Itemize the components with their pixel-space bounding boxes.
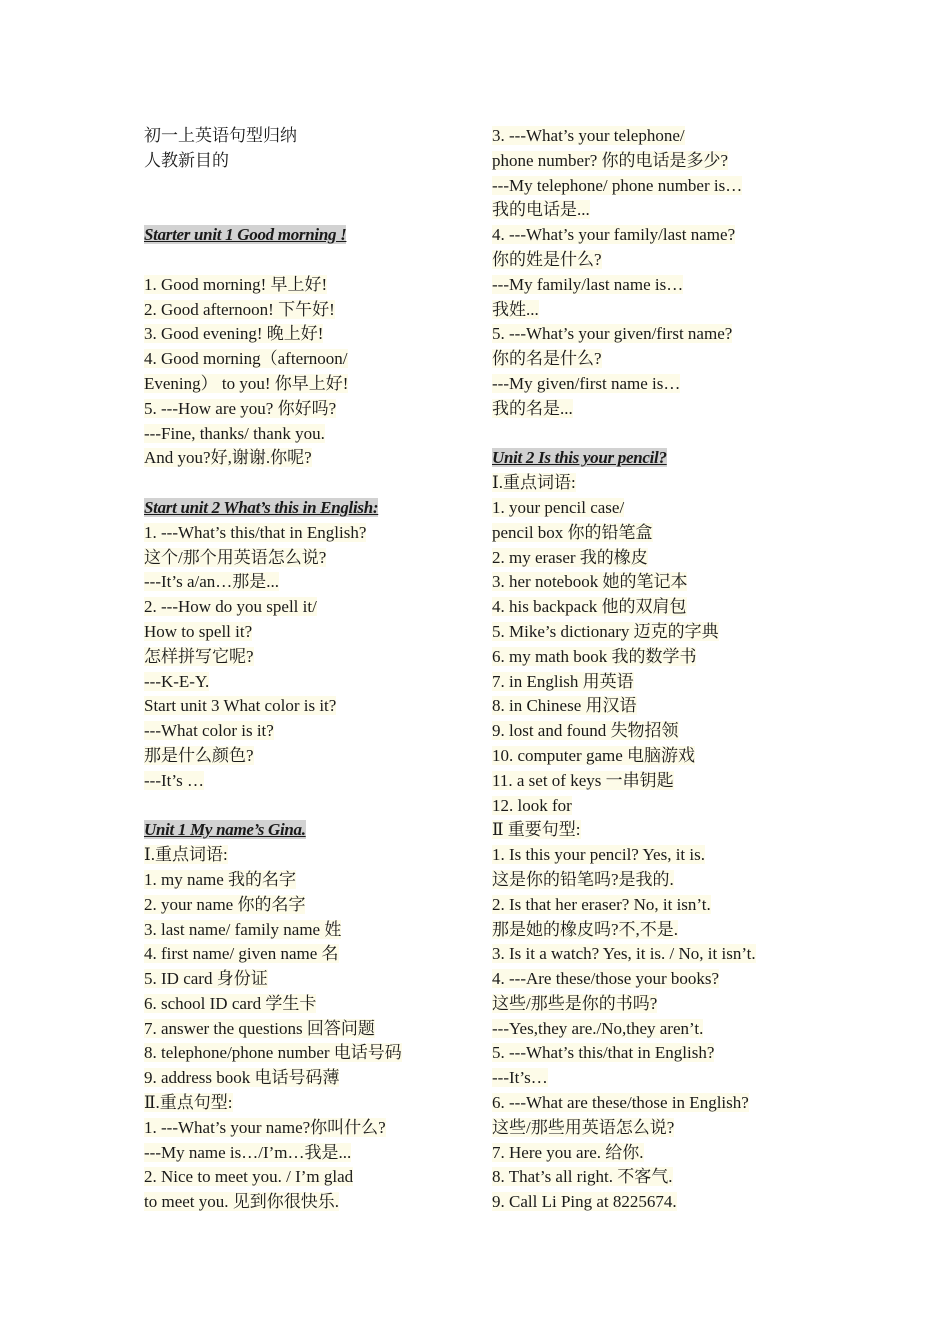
text-line bbox=[492, 521, 822, 546]
line-text: 6. my math book 我的数学书 bbox=[492, 646, 697, 666]
text-line bbox=[144, 868, 474, 893]
line-text: 5. ---What’s your given/first name? bbox=[492, 324, 733, 344]
line-text: 这个/那个用英语怎么说? bbox=[144, 547, 327, 567]
line-text: 3. last name/ family name 姓 bbox=[144, 919, 342, 939]
line-text: 4. ---Are these/those your books? bbox=[492, 969, 720, 989]
line-text: 你的姓是什么? bbox=[492, 249, 602, 269]
text-line bbox=[144, 645, 474, 670]
text-line bbox=[144, 1066, 474, 1091]
text-line bbox=[492, 298, 822, 323]
line-text: 3. Is it a watch? Yes, it is. / No, it isn’t. bbox=[492, 944, 756, 964]
text-line bbox=[492, 620, 822, 645]
line-text: ---My telephone/ phone number is… bbox=[492, 175, 743, 195]
text-line bbox=[144, 1141, 474, 1166]
line-text: 5. ID card 身份证 bbox=[144, 969, 268, 989]
text-line bbox=[492, 149, 822, 174]
line-text: 6. school ID card 学生卡 bbox=[144, 993, 317, 1013]
line-text: 4. first name/ given name 名 bbox=[144, 944, 339, 964]
line-text: 2. Nice to meet you. / I’m glad bbox=[144, 1167, 354, 1187]
text-line bbox=[144, 446, 474, 471]
line-text: 怎样拼写它呢? bbox=[144, 646, 254, 666]
text-line bbox=[144, 694, 474, 719]
line-text: 3. ---What’s your telephone/ bbox=[492, 126, 685, 145]
line-text: 5. ---How are you? 你好吗? bbox=[144, 398, 337, 418]
line-text: Start unit 2 What’s this in English: bbox=[144, 497, 379, 517]
blank-line bbox=[144, 198, 474, 223]
text-line bbox=[144, 1041, 474, 1066]
text-line bbox=[144, 1165, 474, 1190]
text-line bbox=[144, 893, 474, 918]
text-line bbox=[144, 744, 474, 769]
text-line bbox=[492, 918, 822, 943]
line-text: 1. my name 我的名字 bbox=[144, 869, 297, 889]
text-line bbox=[492, 174, 822, 199]
line-text: 3. Good evening! 晚上好! bbox=[144, 324, 324, 344]
text-line bbox=[144, 719, 474, 744]
line-text: ---It’s … bbox=[144, 770, 204, 790]
right-column bbox=[492, 124, 822, 1215]
text-line bbox=[492, 1041, 822, 1066]
line-text: pencil box 你的铅笔盒 bbox=[492, 522, 653, 542]
text-line bbox=[144, 347, 474, 372]
line-text: 1. ---What’s your name?你叫什么? bbox=[144, 1117, 386, 1137]
section-heading bbox=[492, 446, 822, 471]
line-text: 我姓... bbox=[492, 299, 539, 319]
line-text: Ⅰ.重点词语: bbox=[144, 845, 228, 865]
blank-line bbox=[144, 174, 474, 199]
text-line bbox=[144, 942, 474, 967]
line-text: 12. look for bbox=[492, 795, 572, 815]
text-line bbox=[492, 546, 822, 571]
text-line bbox=[492, 471, 822, 496]
text-line bbox=[492, 124, 822, 149]
line-text: 1. Good morning! 早上好! bbox=[144, 274, 328, 294]
text-line bbox=[144, 843, 474, 868]
line-text: 初一上英语句型归纳 bbox=[144, 126, 297, 145]
text-line bbox=[492, 744, 822, 769]
text-line bbox=[492, 868, 822, 893]
line-text: 2. Is that her eraser? No, it isn’t. bbox=[492, 894, 711, 914]
text-line bbox=[144, 546, 474, 571]
line-text: 3. her notebook 她的笔记本 bbox=[492, 572, 688, 592]
line-text: And you?好,谢谢.你呢? bbox=[144, 448, 312, 468]
line-text: 人教新目的 bbox=[144, 150, 229, 170]
text-line bbox=[144, 422, 474, 447]
line-text: ---My name is…/I’m…我是... bbox=[144, 1142, 352, 1162]
line-text: 4. Good morning（afternoon/ bbox=[144, 349, 348, 369]
line-text: 这是你的铅笔吗?是我的. bbox=[492, 869, 674, 889]
left-column bbox=[144, 124, 474, 1215]
text-line bbox=[492, 570, 822, 595]
text-line bbox=[492, 198, 822, 223]
line-text: Unit 1 My name’s Gina. bbox=[144, 820, 306, 840]
text-line bbox=[492, 1116, 822, 1141]
text-line bbox=[144, 769, 474, 794]
text-line bbox=[492, 1165, 822, 1190]
text-line bbox=[492, 1091, 822, 1116]
section-heading bbox=[144, 223, 474, 248]
text-line bbox=[144, 372, 474, 397]
line-text: 4. ---What’s your family/last name? bbox=[492, 225, 736, 245]
text-line bbox=[144, 595, 474, 620]
blank-line bbox=[144, 794, 474, 819]
text-line bbox=[492, 843, 822, 868]
line-text: 4. his backpack 他的双肩包 bbox=[492, 597, 687, 617]
text-line bbox=[492, 1141, 822, 1166]
line-text: 1. ---What’s this/that in English? bbox=[144, 522, 367, 542]
text-line bbox=[144, 620, 474, 645]
text-line bbox=[144, 322, 474, 347]
text-line bbox=[144, 397, 474, 422]
text-line bbox=[492, 670, 822, 695]
text-line bbox=[144, 570, 474, 595]
text-line bbox=[144, 1017, 474, 1042]
text-line bbox=[144, 1091, 474, 1116]
line-text: 8. in Chinese 用汉语 bbox=[492, 696, 637, 716]
line-text: 2. Good afternoon! 下午好! bbox=[144, 299, 335, 319]
line-text: 9. Call Li Ping at 8225674. bbox=[492, 1192, 677, 1212]
line-text: ---It’s… bbox=[492, 1068, 548, 1088]
line-text: 那是什么颜色? bbox=[144, 745, 254, 765]
line-text: 10. computer game 电脑游戏 bbox=[492, 745, 696, 765]
line-text: How to spell it? bbox=[144, 621, 253, 641]
text-line bbox=[144, 521, 474, 546]
blank-line bbox=[144, 471, 474, 496]
text-line bbox=[492, 347, 822, 372]
line-text: 我的名是... bbox=[492, 398, 573, 418]
line-text: to meet you. 见到你很快乐. bbox=[144, 1192, 340, 1212]
line-text: ---Fine, thanks/ thank you. bbox=[144, 423, 325, 443]
line-text: ---K-E-Y. bbox=[144, 671, 210, 691]
line-text: 这些/那些是你的书吗? bbox=[492, 993, 658, 1013]
blank-line bbox=[144, 248, 474, 273]
text-line bbox=[492, 1017, 822, 1042]
section-heading bbox=[144, 818, 474, 843]
line-text: Unit 2 Is this your pencil? bbox=[492, 448, 667, 468]
line-text: 2. ---How do you spell it/ bbox=[144, 597, 317, 617]
line-text: 8. telephone/phone number 电话号码 bbox=[144, 1043, 402, 1063]
text-line bbox=[492, 942, 822, 967]
line-text: ---What color is it? bbox=[144, 721, 274, 741]
line-text: Evening） to you! 你早上好! bbox=[144, 373, 349, 393]
line-text: 8. That’s all right. 不客气. bbox=[492, 1167, 673, 1187]
text-line bbox=[144, 298, 474, 323]
line-text: 7. answer the questions 回答问题 bbox=[144, 1018, 375, 1038]
text-line bbox=[492, 248, 822, 273]
text-line bbox=[492, 1066, 822, 1091]
text-line bbox=[144, 992, 474, 1017]
text-line bbox=[144, 670, 474, 695]
text-line bbox=[144, 149, 474, 174]
line-text: 1. Is this your pencil? Yes, it is. bbox=[492, 845, 705, 865]
line-text: 9. address book 电话号码薄 bbox=[144, 1068, 340, 1088]
line-text: 9. lost and found 失物招领 bbox=[492, 721, 679, 741]
line-text: Start unit 3 What color is it? bbox=[144, 696, 337, 716]
text-line bbox=[492, 719, 822, 744]
line-text: 我的电话是... bbox=[492, 200, 590, 220]
line-text: 5. Mike’s dictionary 迈克的字典 bbox=[492, 621, 719, 641]
line-text: 5. ---What’s this/that in English? bbox=[492, 1043, 715, 1063]
text-line bbox=[492, 595, 822, 620]
text-line bbox=[492, 372, 822, 397]
line-text: ---My given/first name is… bbox=[492, 373, 681, 393]
text-line bbox=[144, 273, 474, 298]
text-line bbox=[492, 818, 822, 843]
text-line bbox=[492, 645, 822, 670]
text-line bbox=[492, 496, 822, 521]
section-heading bbox=[144, 496, 474, 521]
line-text: 1. your pencil case/ bbox=[492, 497, 625, 517]
text-line bbox=[144, 124, 474, 149]
text-line bbox=[492, 223, 822, 248]
line-text: 这些/那些用英语怎么说? bbox=[492, 1117, 675, 1137]
line-text: Starter unit 1 Good morning ! bbox=[144, 225, 347, 245]
text-line bbox=[492, 1190, 822, 1215]
line-text: 7. in English 用英语 bbox=[492, 671, 634, 691]
text-line bbox=[144, 1190, 474, 1215]
line-text: ---It’s a/an…那是... bbox=[144, 572, 280, 592]
text-line bbox=[144, 1116, 474, 1141]
text-line bbox=[492, 397, 822, 422]
line-text: 2. my eraser 我的橡皮 bbox=[492, 547, 648, 567]
line-text: phone number? 你的电话是多少? bbox=[492, 150, 729, 170]
text-line bbox=[492, 893, 822, 918]
line-text: 那是她的橡皮吗?不,不是. bbox=[492, 919, 679, 939]
line-text: 你的名是什么? bbox=[492, 349, 602, 369]
text-line bbox=[492, 769, 822, 794]
blank-line bbox=[492, 422, 822, 447]
line-text: 7. Here you are. 给你. bbox=[492, 1142, 644, 1162]
line-text: 2. your name 你的名字 bbox=[144, 894, 306, 914]
line-text: ---Yes,they are./No,they aren’t. bbox=[492, 1018, 704, 1038]
text-line bbox=[492, 967, 822, 992]
text-line bbox=[492, 794, 822, 819]
text-line bbox=[144, 967, 474, 992]
text-line bbox=[492, 322, 822, 347]
text-line bbox=[492, 992, 822, 1017]
line-text: 6. ---What are these/those in English? bbox=[492, 1093, 749, 1113]
line-text: Ⅱ.重点句型: bbox=[144, 1093, 233, 1113]
text-line bbox=[492, 694, 822, 719]
line-text: ---My family/last name is… bbox=[492, 274, 684, 294]
text-line bbox=[492, 273, 822, 298]
line-text: Ⅱ 重要句型: bbox=[492, 820, 581, 840]
line-text: Ⅰ.重点词语: bbox=[492, 473, 576, 493]
line-text: 11. a set of keys 一串钥匙 bbox=[492, 770, 674, 790]
text-line bbox=[144, 918, 474, 943]
